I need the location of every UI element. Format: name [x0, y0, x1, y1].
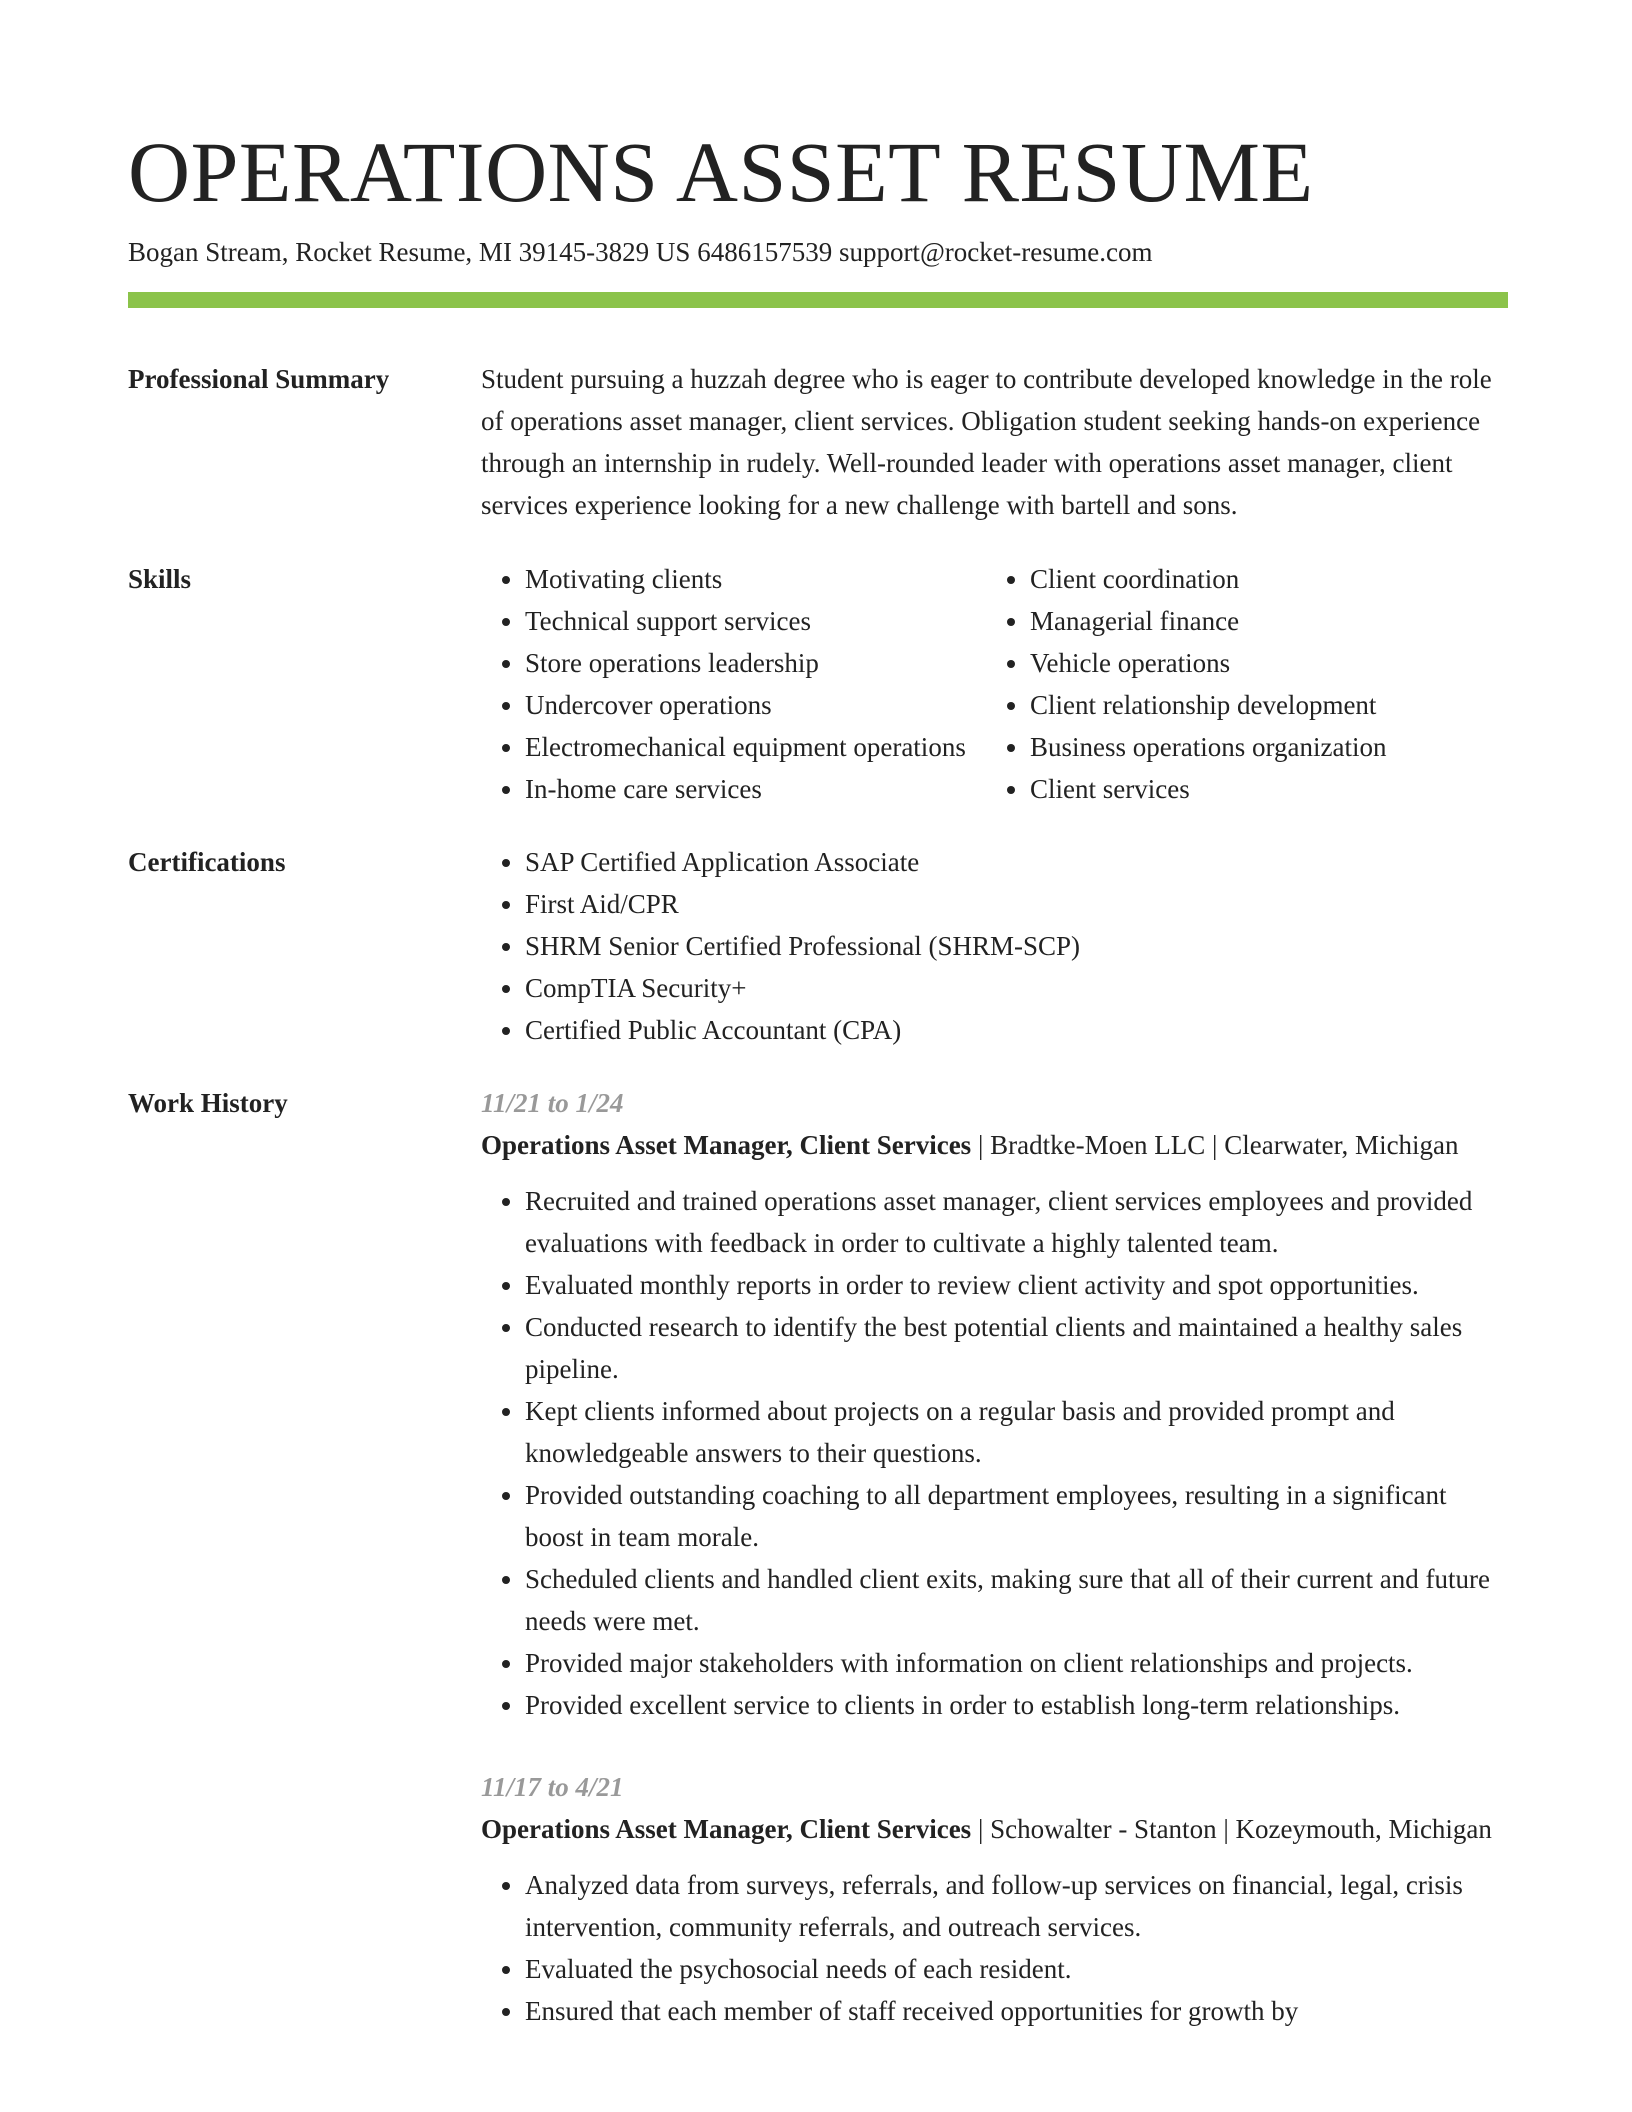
- job-entry: [481, 1082, 1508, 1726]
- summary-text: Student pursuing a huzzah degree who is eager to contribute developed knowledge in the role of operations asset manager, client services. Obligation student seeking hands-on experience through an internship in rudely. Well-rounded leader with operations asset manager, client services experience looking for a new challenge with bartell and sons.: [481, 364, 1492, 520]
- contact-line: Bogan Stream, Rocket Resume, MI 39145-3829 US 6486157539 support@rocket-resume.com: [128, 237, 1153, 267]
- certification-item: • SAP Certified Application Associate: [525, 841, 1508, 883]
- job-dates: 11/17 to 4/21: [481, 1772, 624, 1802]
- skill-item: • Client services: [1030, 768, 1491, 810]
- skills-grid: [481, 558, 1508, 810]
- skill-item: • Store operations leadership: [525, 642, 986, 684]
- job-bullet: • Evaluated monthly reports in order to review client activity and spot opportunities.: [525, 1264, 1508, 1306]
- skill-item: • Managerial finance: [1030, 600, 1491, 642]
- certification-item: • First Aid/CPR: [525, 883, 1508, 925]
- job-bullet: • Recruited and trained operations asset manager, client services employees and provided evaluations with feedback in order to cultivate a highly talented team.: [525, 1180, 1508, 1264]
- skill-item: • Client coordination: [1030, 558, 1491, 600]
- skill-item: • Vehicle operations: [1030, 642, 1491, 684]
- summary-body: [481, 358, 1508, 526]
- skill-item: • Motivating clients: [525, 558, 986, 600]
- skills-column-right: [986, 558, 1491, 810]
- skill-item: • Client relationship development: [1030, 684, 1491, 726]
- skill-item: • Electromechanical equipment operations: [525, 726, 986, 768]
- skill-item: • Technical support services: [525, 600, 986, 642]
- job-employer-location: | Schowalter - Stanton | Kozeymouth, Michigan: [971, 1814, 1492, 1844]
- resume-title: OPERATIONS ASSET RESUME: [128, 124, 1314, 220]
- job-bullet: • Provided outstanding coaching to all department employees, resulting in a significant boost in team morale.: [525, 1474, 1508, 1558]
- job-bullet: • Provided major stakeholders with information on client relationships and projects.: [525, 1642, 1508, 1684]
- certification-item: • SHRM Senior Certified Professional (SHRM-SCP): [525, 925, 1508, 967]
- certifications-body: [481, 841, 1508, 1051]
- job-bullet: • Analyzed data from surveys, referrals, and follow-up services on financial, legal, crisis intervention, community referrals, and outreach services.: [525, 1864, 1508, 1948]
- skills-section: [128, 558, 1508, 810]
- certifications-section: [128, 841, 1508, 1051]
- job-bullet: • Kept clients informed about projects on a regular basis and provided prompt and knowledgeable answers to their questions.: [525, 1390, 1508, 1474]
- job-entry: [481, 1766, 1508, 2032]
- resume-page: [128, 120, 1508, 2072]
- job-bullet: • Provided excellent service to clients in order to establish long-term relationships.: [525, 1684, 1508, 1726]
- job-bullet: • Evaluated the psychosocial needs of each resident.: [525, 1948, 1508, 1990]
- job-bullet: • Scheduled clients and handled client exits, making sure that all of their current and future needs were met.: [525, 1558, 1508, 1642]
- job-dates: 11/21 to 1/24: [481, 1088, 624, 1118]
- work-history-section: [128, 1082, 1508, 2072]
- job-title: Operations Asset Manager, Client Services: [481, 1814, 972, 1844]
- skill-item: • Business operations organization: [1030, 726, 1491, 768]
- skill-item: • In-home care services: [525, 768, 986, 810]
- certification-item: • CompTIA Security+: [525, 967, 1508, 1009]
- work-history-label: Work History: [128, 1088, 288, 1118]
- skills-body: [481, 558, 1508, 810]
- job-bullet: • Conducted research to identify the best potential clients and maintained a healthy sales pipeline.: [525, 1306, 1508, 1390]
- job-title-line: [481, 1808, 1508, 1850]
- summary-section: [128, 358, 1508, 526]
- job-bullet: • Ensured that each member of staff received opportunities for growth by: [525, 1990, 1508, 2032]
- job-title-line: [481, 1124, 1508, 1166]
- work-history-body: [481, 1082, 1508, 2072]
- accent-divider: [128, 292, 1508, 308]
- skills-label: Skills: [128, 564, 192, 594]
- skill-item: • Undercover operations: [525, 684, 986, 726]
- skills-column-left: [481, 558, 986, 810]
- summary-label: Professional Summary: [128, 364, 390, 394]
- job-title: Operations Asset Manager, Client Services: [481, 1130, 972, 1160]
- certifications-label: Certifications: [128, 847, 286, 877]
- job-employer-location: | Bradtke-Moen LLC | Clearwater, Michigan: [971, 1130, 1459, 1160]
- certification-item: • Certified Public Accountant (CPA): [525, 1009, 1508, 1051]
